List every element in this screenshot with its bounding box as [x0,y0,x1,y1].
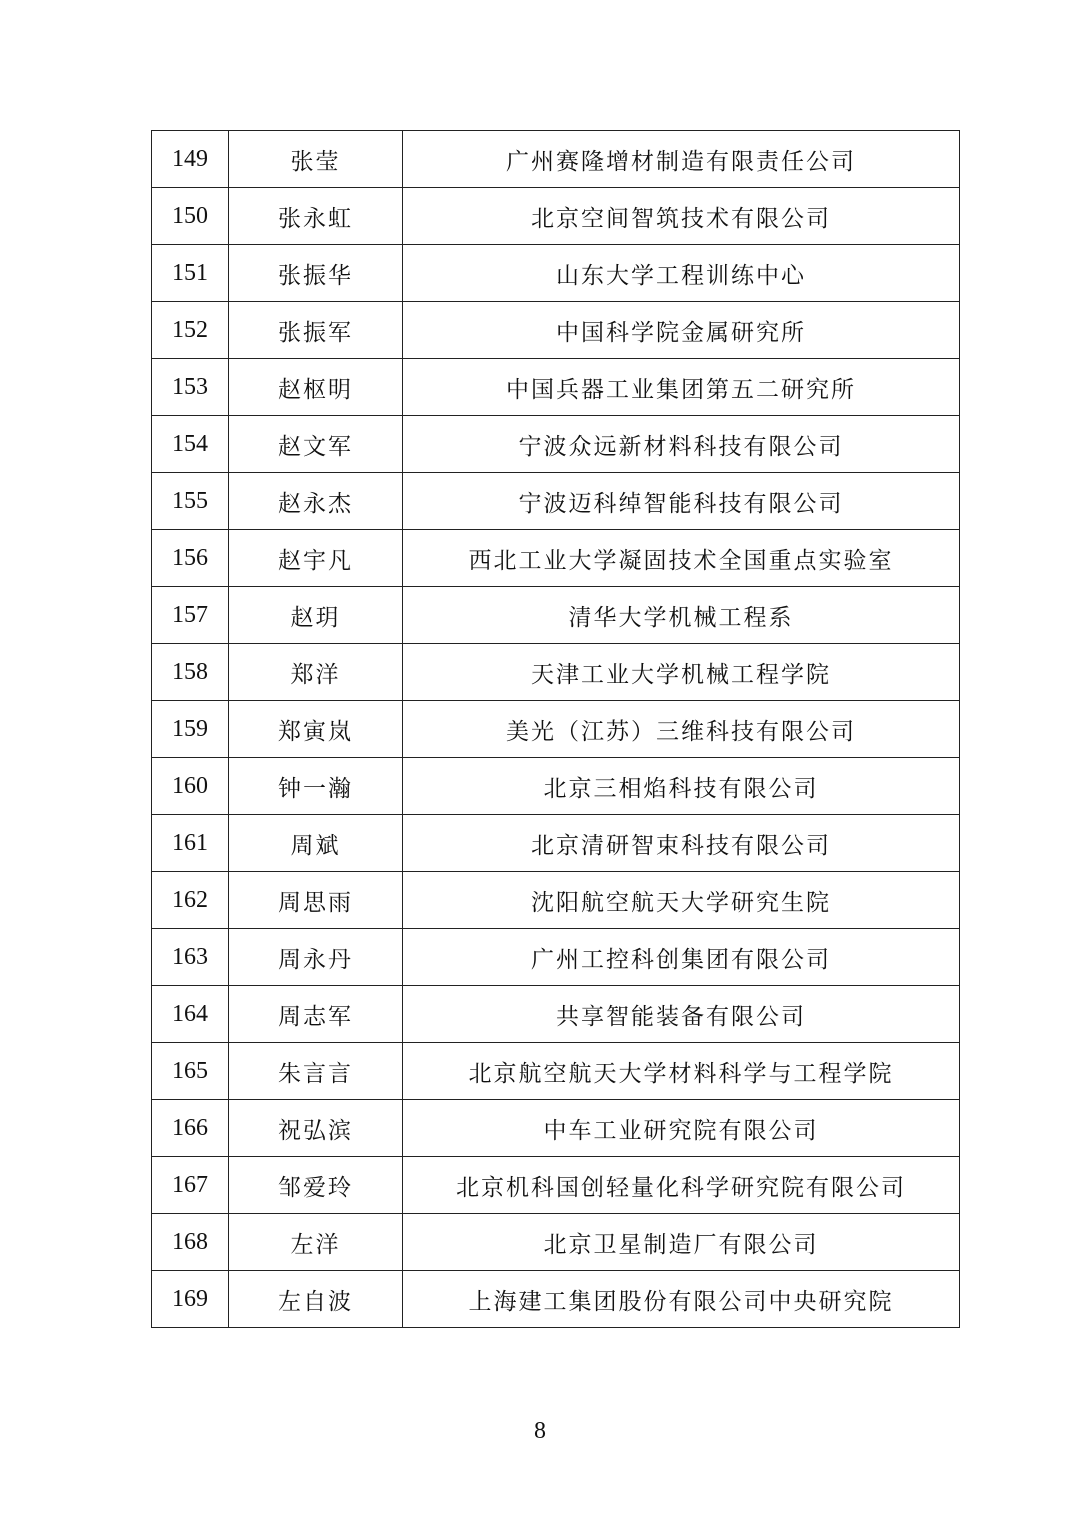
table-row [152,929,960,986]
person-name-cell: 周思雨 [229,872,403,929]
roster-table-body [152,131,960,1328]
person-name-cell: 郑寅岚 [229,701,403,758]
page-number: 8 [534,1418,546,1444]
table-row [152,1100,960,1157]
row-number-cell: 169 [152,1271,229,1328]
organization-cell: 北京清研智束科技有限公司 [403,815,960,872]
organization-cell: 北京卫星制造厂有限公司 [403,1214,960,1271]
row-number-cell: 161 [152,815,229,872]
table-row [152,1043,960,1100]
person-name-cell: 左洋 [229,1214,403,1271]
organization-cell: 美光（江苏）三维科技有限公司 [403,701,960,758]
table-row [152,1214,960,1271]
row-number-cell: 152 [152,302,229,359]
table-row [152,416,960,473]
table-row [152,530,960,587]
organization-cell: 宁波众远新材料科技有限公司 [403,416,960,473]
table-row [152,473,960,530]
table-row [152,815,960,872]
person-name-cell: 赵永杰 [229,473,403,530]
row-number-cell: 159 [152,701,229,758]
organization-cell: 中国兵器工业集团第五二研究所 [403,359,960,416]
table-row [152,701,960,758]
person-name-cell: 钟一瀚 [229,758,403,815]
row-number-cell: 157 [152,587,229,644]
person-name-cell: 周永丹 [229,929,403,986]
row-number-cell: 149 [152,131,229,188]
organization-cell: 北京空间智筑技术有限公司 [403,188,960,245]
table-row [152,872,960,929]
row-number-cell: 153 [152,359,229,416]
row-number-cell: 160 [152,758,229,815]
row-number-cell: 166 [152,1100,229,1157]
organization-cell: 中国科学院金属研究所 [403,302,960,359]
organization-cell: 山东大学工程训练中心 [403,245,960,302]
organization-cell: 共享智能装备有限公司 [403,986,960,1043]
organization-cell: 宁波迈科绰智能科技有限公司 [403,473,960,530]
table-row [152,359,960,416]
person-name-cell: 张振华 [229,245,403,302]
table-row [152,302,960,359]
person-name-cell: 邹爱玲 [229,1157,403,1214]
row-number-cell: 154 [152,416,229,473]
organization-cell: 上海建工集团股份有限公司中央研究院 [403,1271,960,1328]
row-number-cell: 158 [152,644,229,701]
organization-cell: 西北工业大学凝固技术全国重点实验室 [403,530,960,587]
row-number-cell: 165 [152,1043,229,1100]
table-row [152,245,960,302]
person-name-cell: 赵玥 [229,587,403,644]
row-number-cell: 155 [152,473,229,530]
organization-cell: 天津工业大学机械工程学院 [403,644,960,701]
table-row [152,587,960,644]
roster-table [151,130,960,1328]
person-name-cell: 张振军 [229,302,403,359]
person-name-cell: 张莹 [229,131,403,188]
person-name-cell: 周志军 [229,986,403,1043]
table-row [152,986,960,1043]
row-number-cell: 168 [152,1214,229,1271]
table-row [152,644,960,701]
person-name-cell: 赵文军 [229,416,403,473]
row-number-cell: 150 [152,188,229,245]
roster-table-container [151,130,958,1328]
organization-cell: 清华大学机械工程系 [403,587,960,644]
person-name-cell: 左自波 [229,1271,403,1328]
row-number-cell: 151 [152,245,229,302]
table-row [152,131,960,188]
organization-cell: 北京机科国创轻量化科学研究院有限公司 [403,1157,960,1214]
person-name-cell: 郑洋 [229,644,403,701]
organization-cell: 沈阳航空航天大学研究生院 [403,872,960,929]
row-number-cell: 167 [152,1157,229,1214]
organization-cell: 广州工控科创集团有限公司 [403,929,960,986]
table-row [152,1271,960,1328]
table-row [152,758,960,815]
row-number-cell: 163 [152,929,229,986]
person-name-cell: 张永虹 [229,188,403,245]
table-row [152,188,960,245]
person-name-cell: 周斌 [229,815,403,872]
row-number-cell: 164 [152,986,229,1043]
organization-cell: 北京航空航天大学材料科学与工程学院 [403,1043,960,1100]
row-number-cell: 156 [152,530,229,587]
table-row [152,1157,960,1214]
organization-cell: 北京三相焰科技有限公司 [403,758,960,815]
organization-cell: 广州赛隆增材制造有限责任公司 [403,131,960,188]
row-number-cell: 162 [152,872,229,929]
organization-cell: 中车工业研究院有限公司 [403,1100,960,1157]
person-name-cell: 赵宇凡 [229,530,403,587]
person-name-cell: 赵枢明 [229,359,403,416]
person-name-cell: 祝弘滨 [229,1100,403,1157]
person-name-cell: 朱言言 [229,1043,403,1100]
